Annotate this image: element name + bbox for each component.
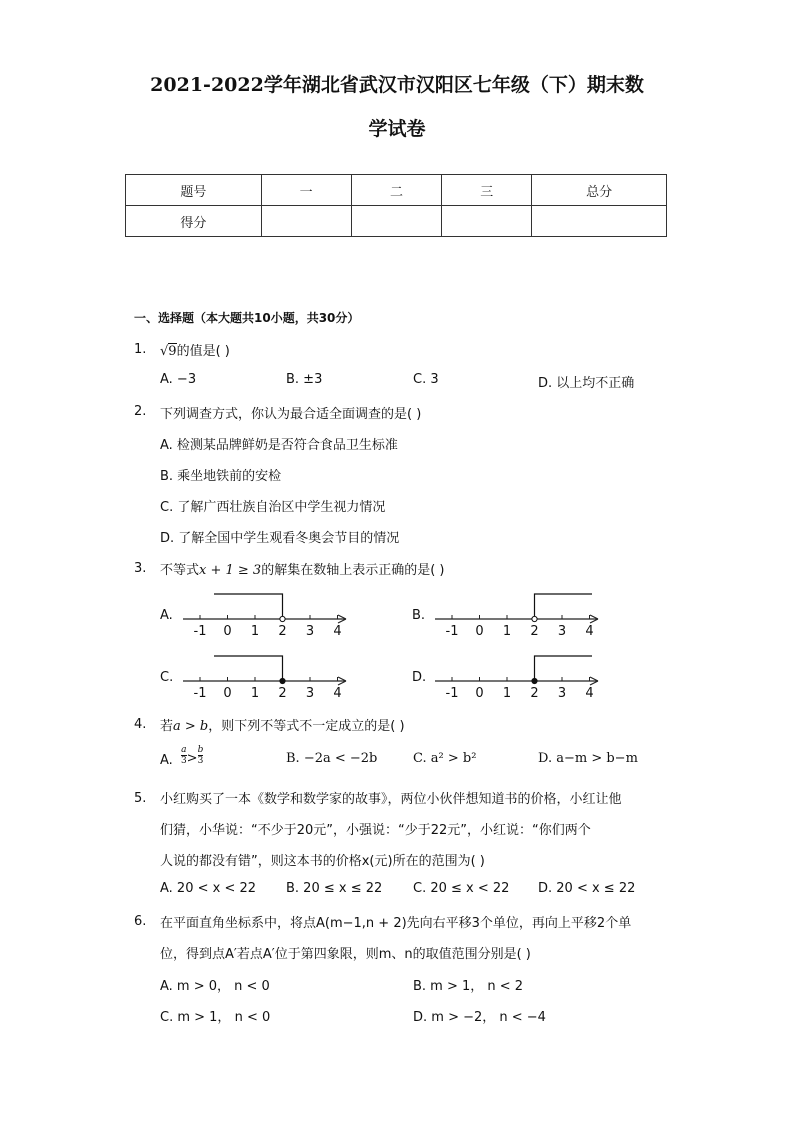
q3-stem bbox=[160, 559, 445, 578]
q5-number: 5. bbox=[134, 791, 147, 806]
axis-tick-label: 1 bbox=[502, 624, 512, 639]
solution-set-bracket bbox=[535, 656, 593, 681]
q1-number: 1. bbox=[134, 342, 147, 357]
q1-option-d[interactable]: D. 以上均不正确 bbox=[538, 376, 635, 391]
axis-tick-label: 4 bbox=[333, 624, 342, 639]
q5-line-3: 人说的都没有错”，则这本书的价格x(元)所在的范围为( ) bbox=[160, 854, 485, 869]
axis-tick-label: 0 bbox=[223, 624, 232, 639]
score-table-header-cell: 题号 bbox=[126, 175, 262, 206]
axis-tick-label: 3 bbox=[557, 686, 567, 700]
q4-post: ，则下列不等式不一定成立的是( ) bbox=[208, 719, 405, 734]
endpoint-marker bbox=[280, 678, 285, 683]
endpoint-marker bbox=[532, 678, 537, 683]
q5-line-1: 小红购买了一本《数学和数学家的故事》，两位小伙伴想知道书的价格，小红让他 bbox=[160, 792, 622, 807]
score-table-score-row bbox=[126, 206, 667, 237]
q5-option-c[interactable]: C. 20 ≤ x < 22 bbox=[413, 881, 510, 896]
fraction-numerator: b bbox=[197, 745, 204, 755]
q1-radicand: 9 bbox=[168, 344, 177, 359]
solution-set-bracket bbox=[535, 594, 593, 619]
q4-pre: 若 bbox=[160, 719, 174, 734]
axis-tick-label: 2 bbox=[530, 686, 539, 700]
q4-number: 4. bbox=[134, 717, 147, 732]
q2-option-c[interactable]: C. 了解广西壮族自治区中学生视力情况 bbox=[160, 500, 386, 515]
q3-pre: 不等式 bbox=[160, 563, 200, 578]
q5-option-a[interactable]: A. 20 < x < 22 bbox=[160, 881, 257, 896]
fraction-a-over-3 bbox=[181, 745, 187, 766]
q1-stem bbox=[160, 340, 230, 359]
fraction-b-over-3 bbox=[198, 745, 204, 766]
q4-option-d[interactable]: D. a−m > b−m bbox=[538, 751, 638, 766]
q3-option-b-number-line[interactable] bbox=[412, 594, 598, 639]
q2-number: 2. bbox=[134, 404, 147, 419]
q4-option-b[interactable]: B. −2a < −2b bbox=[286, 751, 378, 766]
axis-tick-label: -1 bbox=[445, 624, 459, 639]
q6-option-d[interactable]: D. m > −2， n < −4 bbox=[413, 1010, 546, 1025]
sqrt-symbol: √ bbox=[160, 344, 169, 359]
score-cell bbox=[442, 206, 532, 237]
section-heading: 一、选择题（本大题共10小题，共30分） bbox=[134, 311, 360, 325]
axis-tick-label: 1 bbox=[250, 624, 260, 639]
score-table-header-cell: 二 bbox=[351, 175, 442, 206]
q3-option-c-number-line[interactable] bbox=[160, 656, 346, 700]
q6-option-a[interactable]: A. m > 0， n < 0 bbox=[160, 979, 270, 994]
q3-post: 的解集在数轴上表示正确的是( ) bbox=[261, 563, 445, 578]
q1-option-b[interactable]: B. ±3 bbox=[286, 372, 323, 387]
fraction-denominator: 3 bbox=[197, 756, 204, 766]
axis-tick-label: 3 bbox=[557, 624, 567, 639]
score-table-header-cell: 一 bbox=[261, 175, 351, 206]
axis-tick-label: 0 bbox=[475, 686, 484, 700]
q2-option-d[interactable]: D. 了解全国中学生观看冬奥会节目的情况 bbox=[160, 531, 400, 546]
axis-tick-label: 1 bbox=[502, 686, 512, 700]
axis-tick-label: 1 bbox=[250, 686, 260, 700]
q5-option-b[interactable]: B. 20 ≤ x ≤ 22 bbox=[286, 881, 383, 896]
axis-tick-label: -1 bbox=[193, 686, 207, 700]
axis-tick-label: 2 bbox=[278, 624, 287, 639]
axis-tick-label: 3 bbox=[305, 624, 315, 639]
q6-number: 6. bbox=[134, 914, 147, 929]
q1-option-c[interactable]: C. 3 bbox=[413, 372, 439, 387]
score-table-header-row bbox=[126, 175, 667, 206]
axis-tick-label: 0 bbox=[223, 686, 232, 700]
page-title-line1: 2021-2022学年湖北省武汉市汉阳区七年级（下）期末数 bbox=[150, 74, 644, 96]
score-table bbox=[125, 174, 667, 237]
score-table-header-cell: 总分 bbox=[532, 175, 667, 206]
solution-set-bracket bbox=[214, 656, 283, 681]
q4-option-a[interactable] bbox=[160, 745, 203, 766]
option-label: D. bbox=[412, 670, 427, 685]
axis-tick-label: 2 bbox=[530, 624, 539, 639]
axis-tick-label: 2 bbox=[278, 686, 287, 700]
q2-option-a[interactable]: A. 检测某品牌鲜奶是否符合食品卫生标准 bbox=[160, 438, 398, 453]
axis-tick-label: 4 bbox=[333, 686, 342, 700]
q3-inequality: x + 1 ≥ 3 bbox=[199, 563, 262, 578]
q1-option-a[interactable]: A. −3 bbox=[160, 372, 197, 387]
q1-text: 的值是( ) bbox=[176, 344, 230, 359]
greater-than-sign: > bbox=[186, 751, 198, 766]
q2-text: 下列调查方式，你认为最合适全面调查的是( ) bbox=[160, 407, 422, 422]
q4-option-c[interactable]: C. a² > b² bbox=[413, 751, 477, 766]
fraction-numerator: a bbox=[181, 745, 187, 755]
axis-tick-label: 4 bbox=[585, 624, 594, 639]
axis-tick-label: 4 bbox=[585, 686, 594, 700]
q6-option-b[interactable]: B. m > 1， n < 2 bbox=[413, 979, 524, 994]
axis-tick-label: -1 bbox=[193, 624, 207, 639]
axis-tick-label: 0 bbox=[475, 624, 484, 639]
option-label: C. bbox=[160, 670, 174, 685]
q4-option-a-label: A. bbox=[160, 753, 173, 768]
q2-option-b[interactable]: B. 乘坐地铁前的安检 bbox=[160, 469, 282, 484]
score-cell bbox=[351, 206, 442, 237]
q4-stem bbox=[160, 715, 405, 734]
q3-option-d-number-line[interactable] bbox=[412, 656, 598, 700]
endpoint-marker bbox=[280, 616, 285, 621]
endpoint-marker bbox=[532, 616, 537, 621]
q3-option-a-number-line[interactable] bbox=[160, 594, 346, 639]
q6-line-1: 在平面直角坐标系中，将点A(m−1,n + 2)先向右平移3个单位，再向上平移2个单 bbox=[160, 916, 632, 931]
axis-tick-label: -1 bbox=[445, 686, 459, 700]
q5-line-2: 们猜，小华说：“不少于20元”，小强说：“少于22元”，小红说：“你们两个 bbox=[160, 823, 591, 838]
option-label: A. bbox=[160, 608, 173, 623]
q5-option-d[interactable]: D. 20 < x ≤ 22 bbox=[538, 881, 636, 896]
q3-number: 3. bbox=[134, 561, 147, 576]
q6-option-c[interactable]: C. m > 1， n < 0 bbox=[160, 1010, 271, 1025]
fraction-denominator: 3 bbox=[180, 756, 187, 766]
option-label: B. bbox=[412, 608, 426, 623]
page-title-line2: 学试卷 bbox=[368, 118, 426, 140]
score-cell bbox=[261, 206, 351, 237]
q4-condition: a > b bbox=[173, 719, 209, 734]
score-table-header-cell: 三 bbox=[442, 175, 532, 206]
q6-line-2: 位，得到点A′若点A′位于第四象限，则m、n的取值范围分别是( ) bbox=[160, 947, 531, 962]
axis-tick-label: 3 bbox=[305, 686, 315, 700]
q3-number-lines bbox=[150, 585, 620, 700]
score-row-label: 得分 bbox=[126, 206, 262, 237]
score-cell bbox=[532, 206, 667, 237]
solution-set-bracket bbox=[214, 594, 283, 619]
